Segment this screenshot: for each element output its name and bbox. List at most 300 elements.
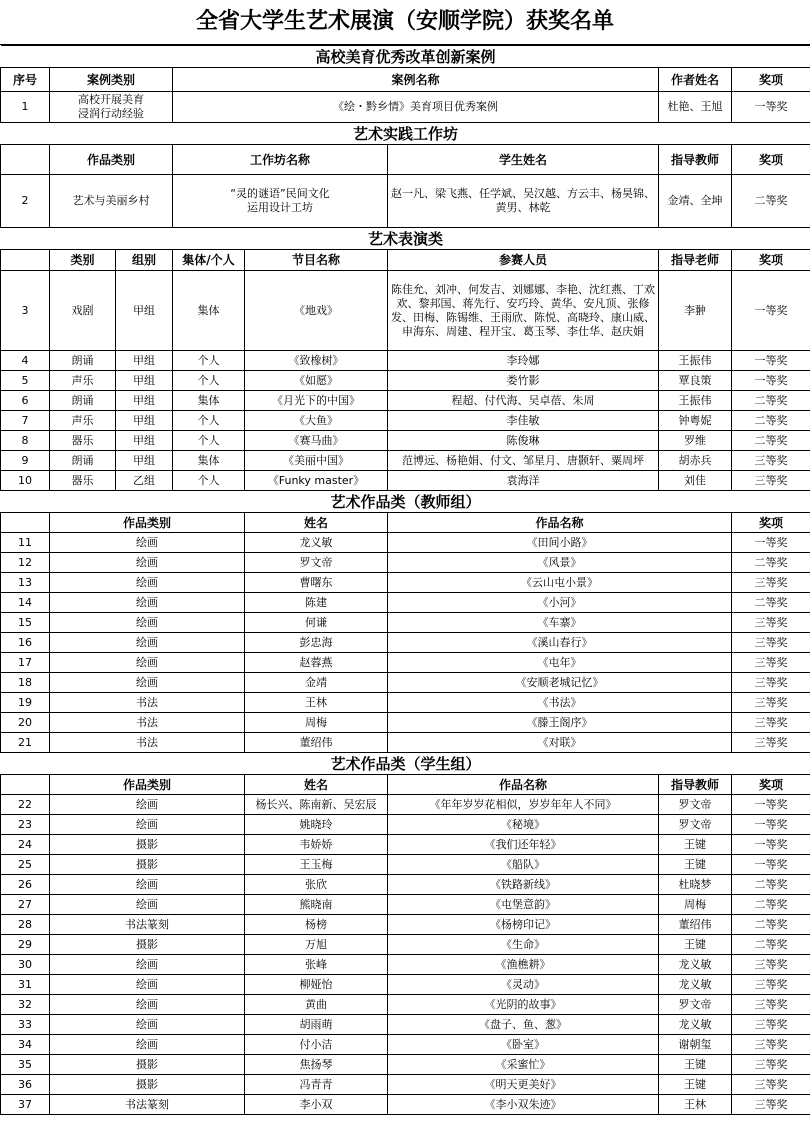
program-name: 《月光下的中国》	[245, 391, 388, 411]
performance-category: 朗诵	[50, 351, 116, 371]
award: 三等奖	[732, 1015, 810, 1035]
performance-category: 器乐	[50, 431, 116, 451]
participants: 程超、付代海、吴卓蓓、朱周	[388, 391, 659, 411]
teacher-name: 刘佳	[659, 471, 732, 491]
work-category: 绘画	[50, 573, 245, 593]
award: 三等奖	[732, 1095, 810, 1115]
row-number: 32	[1, 995, 50, 1015]
table-row	[1, 995, 810, 1015]
table-row	[1, 175, 810, 228]
work-title: 《我们还年轻》	[388, 835, 659, 855]
row-number: 8	[1, 431, 50, 451]
award: 二等奖	[732, 175, 810, 228]
teacher-name: 钟粤妮	[659, 411, 732, 431]
col-header: 作品类别	[50, 145, 173, 175]
row-number: 36	[1, 1075, 50, 1095]
col-header: 姓名	[245, 513, 388, 533]
table-row	[1, 915, 810, 935]
row-number: 5	[1, 371, 50, 391]
work-category: 绘画	[50, 875, 245, 895]
award: 一等奖	[732, 533, 810, 553]
row-number: 6	[1, 391, 50, 411]
col-header: 组别	[116, 250, 173, 271]
row-number: 25	[1, 855, 50, 875]
group: 甲组	[116, 411, 173, 431]
performance-category: 戏剧	[50, 271, 116, 351]
student-name: 姚晓玲	[245, 815, 388, 835]
student-name: 熊晓南	[245, 895, 388, 915]
case-category: 高校开展美育 浸润行动经验	[50, 92, 173, 123]
table-row	[1, 835, 810, 855]
work-category: 书法	[50, 713, 245, 733]
col-header: 姓名	[245, 775, 388, 795]
teacher-name: 谢朝玺	[659, 1035, 732, 1055]
table-row	[1, 815, 810, 835]
entry-type: 个人	[173, 411, 245, 431]
table-row	[1, 593, 810, 613]
row-number: 26	[1, 875, 50, 895]
section-title: 高校美育优秀改革创新案例	[1, 46, 810, 68]
teacher-name: 董绍伟	[659, 915, 732, 935]
artist-name: 彭忠海	[245, 633, 388, 653]
award: 一等奖	[732, 271, 810, 351]
row-number: 11	[1, 533, 50, 553]
teacher-name: 王键	[659, 835, 732, 855]
section-title: 艺术作品类（学生组）	[1, 753, 810, 775]
work-category: 绘画	[50, 895, 245, 915]
artist-name: 金靖	[245, 673, 388, 693]
col-header: 作品名称	[388, 775, 659, 795]
work-category: 书法篆刻	[50, 915, 245, 935]
teacher-name: 覃良策	[659, 371, 732, 391]
table-row	[1, 613, 810, 633]
col-header: 作品类别	[50, 775, 245, 795]
row-number: 13	[1, 573, 50, 593]
section-title-row	[1, 753, 810, 775]
work-category: 绘画	[50, 553, 245, 573]
table-row	[1, 935, 810, 955]
work-title: 《年年岁岁花相似，岁岁年年人不同》	[388, 795, 659, 815]
work-title: 《屯堡意韵》	[388, 895, 659, 915]
row-number: 37	[1, 1095, 50, 1115]
col-header: 集体/个人	[173, 250, 245, 271]
header-row	[1, 145, 810, 175]
col-header: 指导教师	[659, 775, 732, 795]
col-header-blank	[1, 775, 50, 795]
col-header: 奖项	[732, 775, 810, 795]
work-category: 绘画	[50, 613, 245, 633]
col-header: 指导教师	[659, 145, 732, 175]
row-number: 22	[1, 795, 50, 815]
table-row	[1, 411, 810, 431]
group: 甲组	[116, 431, 173, 451]
table-row	[1, 553, 810, 573]
work-title: 《秘境》	[388, 815, 659, 835]
teacher-name: 胡赤兵	[659, 451, 732, 471]
entry-type: 集体	[173, 271, 245, 351]
col-header: 参赛人员	[388, 250, 659, 271]
program-name: 《如愿》	[245, 371, 388, 391]
work-category: 绘画	[50, 633, 245, 653]
group: 甲组	[116, 451, 173, 471]
table-row	[1, 451, 810, 471]
award: 一等奖	[732, 351, 810, 371]
row-number: 24	[1, 835, 50, 855]
col-header: 奖项	[732, 68, 810, 92]
table-row	[1, 1015, 810, 1035]
work-title: 《田间小路》	[388, 533, 732, 553]
row-number: 3	[1, 271, 50, 351]
table-row	[1, 713, 810, 733]
row-number: 1	[1, 92, 50, 123]
award: 三等奖	[732, 995, 810, 1015]
work-category: 书法篆刻	[50, 1095, 245, 1115]
work-category: 艺术与美丽乡村	[50, 175, 173, 228]
entry-type: 个人	[173, 371, 245, 391]
col-header: 学生姓名	[388, 145, 659, 175]
student-name: 冯青青	[245, 1075, 388, 1095]
work-title: 《对联》	[388, 733, 732, 753]
table-row	[1, 673, 810, 693]
participants: 李佳敏	[388, 411, 659, 431]
table-row	[1, 431, 810, 451]
work-title: 《滕王阁序》	[388, 713, 732, 733]
award-table	[0, 45, 810, 1115]
work-category: 书法	[50, 693, 245, 713]
award: 三等奖	[732, 573, 810, 593]
award: 二等奖	[732, 895, 810, 915]
performance-category: 声乐	[50, 411, 116, 431]
table-row	[1, 633, 810, 653]
col-header: 奖项	[732, 513, 810, 533]
award: 二等奖	[732, 875, 810, 895]
table-row	[1, 471, 810, 491]
table-row	[1, 573, 810, 593]
artist-name: 周梅	[245, 713, 388, 733]
col-header: 奖项	[732, 250, 810, 271]
row-number: 4	[1, 351, 50, 371]
award: 二等奖	[732, 411, 810, 431]
row-number: 2	[1, 175, 50, 228]
work-category: 绘画	[50, 653, 245, 673]
work-category: 绘画	[50, 673, 245, 693]
teacher-name: 罗文帝	[659, 815, 732, 835]
teacher-name: 王振伟	[659, 351, 732, 371]
row-number: 33	[1, 1015, 50, 1035]
participants: 陈佳允、刘冲、何发吉、刘娜娜、李艳、沈红燕、丁欢欢、黎邦国、蒋先行、安巧玲、黄华、安凡顶、张修发、田梅、陈锡维、王雨欣、陈悦、高晓玲、康山威、申海东、周建、程开宝、葛玉琴、李仕华、赵庆娟	[388, 271, 659, 351]
row-number: 20	[1, 713, 50, 733]
student-name: 付小洁	[245, 1035, 388, 1055]
award: 二等奖	[732, 553, 810, 573]
teacher-name: 罗文帝	[659, 995, 732, 1015]
author-name: 杜艳、王旭	[659, 92, 732, 123]
award: 三等奖	[732, 471, 810, 491]
section-title: 艺术作品类（教师组）	[1, 491, 810, 513]
table-row	[1, 653, 810, 673]
work-title: 《盘子、鱼、葱》	[388, 1015, 659, 1035]
work-title: 《小河》	[388, 593, 732, 613]
student-names: 赵一凡、梁飞燕、任学斌、吴汉越、方云丰、杨昊锦、黄男、林乾	[388, 175, 659, 228]
table-row	[1, 1095, 810, 1115]
work-title: 《溪山春行》	[388, 633, 732, 653]
teacher-name: 王键	[659, 855, 732, 875]
work-category: 绘画	[50, 593, 245, 613]
row-number: 21	[1, 733, 50, 753]
section-title: 艺术实践工作坊	[1, 123, 810, 145]
case-name: 《绘・黔乡情》美育项目优秀案例	[173, 92, 659, 123]
teacher-name: 杜晓梦	[659, 875, 732, 895]
teacher-name: 李翀	[659, 271, 732, 351]
group: 甲组	[116, 391, 173, 411]
table-row	[1, 733, 810, 753]
row-number: 30	[1, 955, 50, 975]
work-category: 绘画	[50, 955, 245, 975]
work-title: 《杨榜印记》	[388, 915, 659, 935]
work-category: 摄影	[50, 1075, 245, 1095]
student-name: 胡雨萌	[245, 1015, 388, 1035]
performance-category: 声乐	[50, 371, 116, 391]
artist-name: 陈建	[245, 593, 388, 613]
work-category: 绘画	[50, 1015, 245, 1035]
row-number: 31	[1, 975, 50, 995]
table-row	[1, 351, 810, 371]
row-number: 14	[1, 593, 50, 613]
teacher-name: 罗维	[659, 431, 732, 451]
row-number: 16	[1, 633, 50, 653]
row-number: 27	[1, 895, 50, 915]
student-name: 杨长兴、陈南新、吴宏辰	[245, 795, 388, 815]
participants: 袁海洋	[388, 471, 659, 491]
group: 甲组	[116, 351, 173, 371]
group: 甲组	[116, 371, 173, 391]
row-number: 28	[1, 915, 50, 935]
work-title: 《李小双朱迹》	[388, 1095, 659, 1115]
table-row	[1, 1035, 810, 1055]
row-number: 23	[1, 815, 50, 835]
table-row	[1, 1075, 810, 1095]
row-number: 9	[1, 451, 50, 471]
program-name: 《大鱼》	[245, 411, 388, 431]
table-row	[1, 955, 810, 975]
section-title-row	[1, 123, 810, 145]
work-category: 书法	[50, 733, 245, 753]
col-header: 作品名称	[388, 513, 732, 533]
participants: 李玲娜	[388, 351, 659, 371]
entry-type: 个人	[173, 471, 245, 491]
award: 三等奖	[732, 673, 810, 693]
award: 三等奖	[732, 1075, 810, 1095]
award: 三等奖	[732, 451, 810, 471]
award: 三等奖	[732, 733, 810, 753]
program-name: 《地戏》	[245, 271, 388, 351]
program-name: 《美丽中国》	[245, 451, 388, 471]
col-header: 节目名称	[245, 250, 388, 271]
header-row	[1, 513, 810, 533]
student-name: 柳娅怡	[245, 975, 388, 995]
row-number: 10	[1, 471, 50, 491]
row-number: 19	[1, 693, 50, 713]
header-row	[1, 250, 810, 271]
col-header-blank	[1, 145, 50, 175]
program-name: 《Funky master》	[245, 471, 388, 491]
work-title: 《云山屯小景》	[388, 573, 732, 593]
award: 三等奖	[732, 1055, 810, 1075]
artist-name: 曹曙东	[245, 573, 388, 593]
section-title-row	[1, 46, 810, 68]
award: 三等奖	[732, 653, 810, 673]
col-header: 案例名称	[173, 68, 659, 92]
col-header: 类别	[50, 250, 116, 271]
artist-name: 赵蓉燕	[245, 653, 388, 673]
award: 二等奖	[732, 593, 810, 613]
award: 三等奖	[732, 713, 810, 733]
teacher-name: 龙义敏	[659, 975, 732, 995]
participants: 范博远、杨艳娟、付文、邹星月、唐颢轩、粟周坪	[388, 451, 659, 471]
student-name: 李小双	[245, 1095, 388, 1115]
table-row	[1, 371, 810, 391]
teacher-name: 王林	[659, 1095, 732, 1115]
performance-category: 朗诵	[50, 391, 116, 411]
work-title: 《灵动》	[388, 975, 659, 995]
col-header: 指导老师	[659, 250, 732, 271]
header-row	[1, 775, 810, 795]
program-name: 《赛马曲》	[245, 431, 388, 451]
table-row	[1, 895, 810, 915]
section-title-row	[1, 491, 810, 513]
student-name: 张峰	[245, 955, 388, 975]
work-title: 《生命》	[388, 935, 659, 955]
award: 二等奖	[732, 391, 810, 411]
row-number: 12	[1, 553, 50, 573]
student-name: 黄曲	[245, 995, 388, 1015]
group: 乙组	[116, 471, 173, 491]
teacher-name: 龙义敏	[659, 1015, 732, 1035]
artist-name: 何谦	[245, 613, 388, 633]
work-title: 《渔樵耕》	[388, 955, 659, 975]
row-number: 15	[1, 613, 50, 633]
award: 一等奖	[732, 795, 810, 815]
table-row	[1, 693, 810, 713]
table-row	[1, 855, 810, 875]
col-header: 作品类别	[50, 513, 245, 533]
award: 三等奖	[732, 975, 810, 995]
table-row	[1, 875, 810, 895]
table-row	[1, 92, 810, 123]
student-name: 王玉梅	[245, 855, 388, 875]
work-category: 摄影	[50, 835, 245, 855]
work-title: 《车寨》	[388, 613, 732, 633]
workshop-name: “灵的谜语”民间文化 运用设计工坊	[173, 175, 388, 228]
row-number: 29	[1, 935, 50, 955]
row-number: 7	[1, 411, 50, 431]
entry-type: 个人	[173, 351, 245, 371]
award: 一等奖	[732, 371, 810, 391]
award: 二等奖	[732, 935, 810, 955]
award: 一等奖	[732, 92, 810, 123]
work-category: 绘画	[50, 975, 245, 995]
student-name: 韦娇娇	[245, 835, 388, 855]
student-name: 杨榜	[245, 915, 388, 935]
work-category: 绘画	[50, 533, 245, 553]
col-header: 作者姓名	[659, 68, 732, 92]
entry-type: 个人	[173, 431, 245, 451]
teacher-name: 龙义敏	[659, 955, 732, 975]
student-name: 张欣	[245, 875, 388, 895]
row-number: 17	[1, 653, 50, 673]
section-title-row	[1, 228, 810, 250]
header-row	[1, 68, 810, 92]
table-row	[1, 533, 810, 553]
section-title: 艺术表演类	[1, 228, 810, 250]
student-name: 焦扬琴	[245, 1055, 388, 1075]
work-category: 绘画	[50, 795, 245, 815]
table-row	[1, 975, 810, 995]
table-row	[1, 1055, 810, 1075]
artist-name: 罗文帝	[245, 553, 388, 573]
teacher-name: 王键	[659, 1075, 732, 1095]
performance-category: 器乐	[50, 471, 116, 491]
award: 一等奖	[732, 855, 810, 875]
artist-name: 龙义敏	[245, 533, 388, 553]
award: 三等奖	[732, 955, 810, 975]
artist-name: 董绍伟	[245, 733, 388, 753]
teacher-name: 周梅	[659, 895, 732, 915]
work-title: 《书法》	[388, 693, 732, 713]
teacher-name: 罗文帝	[659, 795, 732, 815]
work-title: 《光阴的故事》	[388, 995, 659, 1015]
work-category: 绘画	[50, 1035, 245, 1055]
award: 三等奖	[732, 1035, 810, 1055]
award: 二等奖	[732, 431, 810, 451]
row-number: 18	[1, 673, 50, 693]
table-row	[1, 271, 810, 351]
award: 三等奖	[732, 693, 810, 713]
work-title: 《明天更美好》	[388, 1075, 659, 1095]
work-title: 《安顺老城记忆》	[388, 673, 732, 693]
award: 二等奖	[732, 915, 810, 935]
work-title: 《铁路新线》	[388, 875, 659, 895]
col-header: 工作坊名称	[173, 145, 388, 175]
student-name: 万旭	[245, 935, 388, 955]
work-category: 摄影	[50, 855, 245, 875]
teacher-name: 王键	[659, 935, 732, 955]
work-title: 《风景》	[388, 553, 732, 573]
teacher-name: 金靖、全坤	[659, 175, 732, 228]
row-number: 35	[1, 1055, 50, 1075]
col-header: 奖项	[732, 145, 810, 175]
col-header-blank	[1, 250, 50, 271]
work-title: 《卧室》	[388, 1035, 659, 1055]
col-header-blank	[1, 513, 50, 533]
work-category: 绘画	[50, 995, 245, 1015]
award: 三等奖	[732, 633, 810, 653]
work-title: 《屯年》	[388, 653, 732, 673]
performance-category: 朗诵	[50, 451, 116, 471]
teacher-name: 王振伟	[659, 391, 732, 411]
work-category: 摄影	[50, 935, 245, 955]
participants: 娄竹影	[388, 371, 659, 391]
row-number: 34	[1, 1035, 50, 1055]
artist-name: 王林	[245, 693, 388, 713]
participants: 陈俊琳	[388, 431, 659, 451]
teacher-name: 王键	[659, 1055, 732, 1075]
award: 三等奖	[732, 613, 810, 633]
table-row	[1, 391, 810, 411]
col-header: 序号	[1, 68, 50, 92]
col-header: 案例类别	[50, 68, 173, 92]
award: 一等奖	[732, 835, 810, 855]
group: 甲组	[116, 271, 173, 351]
